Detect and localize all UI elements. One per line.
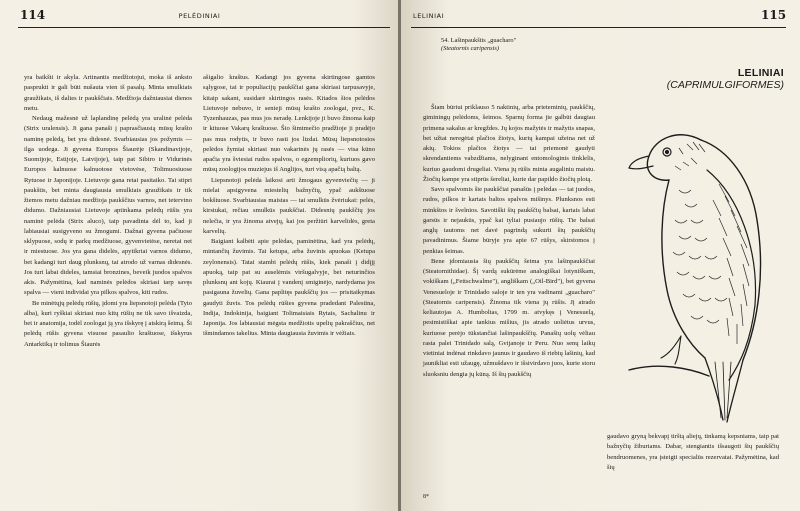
paragraph: Šiam būriui priklauso 5 naktinių, arba prieteminių, paukščių, giminingų pelėdoms, šeimos. Sparnų forma jie galbūt daugiau primena sakalus ar kregždes. Jų kojos mažytės ir mažytis snapas, bet užtat neregėtai plačios žiotys, kurių kampai užeina net už akių. Tokios plačios žiotys — tai priemonė gaudyti skrendantiems vabzdžiams, nelyginant entomologinis tinklelis, kuriuo gaudomi drugeliai. Viena jų rūšis minta augaliniu maistu. Žiočių kampe yra stiprūs šereliai, kurie dar papildo žiočių plotą.	[423, 104, 595, 183]
paragraph: Liepsnotoji pelėda laikosi arti žmogaus gyvenviečių — ji mielai apsigyvena miestelių bažnyčių, ypač aukštuose bokštuose. Svarbiausias maistas — tai smulkūs žvėriukai: pelės, kirstukai, rečiau smulkūs paukščiai. Didesnių paukščių jos nelečia, ir yra žinoma atvejų, kai jos peržiūri karvelidės, greta karvelių.	[203, 176, 375, 235]
caption-number: 54. Lašinpaukštis „guacharo"	[441, 37, 517, 44]
paragraph: Be minėtųjų pelėdų rūšių, įdomi yra liepsnotoji pelėda (Tyto alba), kuri ryškiai skiriasi nuo kitų rūšių ne tik savo išvaizda, bet ir anatomija, todėl zoologai ją yra išskyrę į atskirą šeimą. Ši pelėdų rūšis gyvena visuose pasaulio kraštuose, išskyrus Antarktiką ir tolimus Šiaurės	[24, 299, 192, 348]
section-title: LELINIAI	[737, 67, 784, 79]
caption-latin: (Steatornis caripensis)	[441, 45, 500, 52]
page-number-left: 114	[20, 8, 46, 22]
paragraph: gaudavo gryną bekvapį tirštą aliejų, tinkamą kepsniams, taip pat bažnyčių žiburiams. Dabar, stengiantis išsaugoti šių paukščių bendruomenes, yra įsteigti specialūs rezervatai. Pažymėtina, kad šių	[607, 433, 779, 471]
paragraph: Baigiant kalbėti apie pelėdas, paminėtina, kad yra pelėdų, mintančių žuvimis. Tai ketupa, arba žuvinis apuokas (Ketupa zeylonensis). Tatai stambi pelėdų rūšis, kiek panaši į didįjį apuoką, taip pat su auselėmis viršugalvyje, bet neturinčios plunksnų ant kojų. Kiaurai į vandenį smiginėjo, nardydama jos pasigauna žuvelių. Gana paplitęs paukščių jos — prisitaikymas gaudyti žuvis. Tos pelėdų rūšies gyvena pradedant Palestina, Indija, Indokinija, baigiant Tolimaisiais Rytais, Sachalinu ir Japonija. Jos labiausiai mėgsta medžiotis upelių pakraščius, net išmindamos takelius. Minta daugiausia žuvimis ir vėžiais.	[203, 238, 375, 338]
header-rule-left	[18, 27, 390, 28]
running-head-right: LELINIAI	[413, 12, 445, 20]
left-column-1	[24, 73, 192, 503]
right-column-1	[423, 103, 595, 498]
running-head-left: PELĖDINIAI	[178, 12, 221, 20]
printer-signature: 8*	[423, 494, 429, 500]
figure-caption	[441, 37, 641, 53]
header-rule-right	[411, 27, 786, 28]
section-heading	[621, 67, 784, 91]
left-column-2	[203, 73, 375, 503]
page-number-right: 115	[761, 8, 787, 22]
right-column-2-bottom	[607, 432, 779, 502]
right-page	[401, 0, 800, 511]
paragraph: ašigalio kraštus. Kadangi jos gyvena skirtingose gamtos sąlygose, tai ir populiacijų paukščiai gana skiriasi tarpusavyje, kitaip sakant, susidarė skirtingos rasės. Kitados šios pelėdos Lietuvoje nebuvo, ir senieji mūsų krašto zoologai, pvz., K. Tyzenhauzas, pas mus jos neradę. Lenkijoje ji buvo žinoma kaip ir kituose Vakarų kraštuose. Šio šimtmečio pradžioje ji pradėjo pas mus rodytis, ir buvo rasti jos lizdai. Mūsų liepsnotosios pelėdos žymiai skiriasi nuo vakarinės jų rasės — visa kūno apačia yra šviesiai rudos spalvos, o egzempliorių, kuriuos gavo mūsų zoologijos muziejus iš Anglijos, turi visą apačią baltą.	[203, 74, 375, 174]
oilbird-illustration	[609, 100, 784, 425]
paragraph: Savo spalvomis šie paukščiai panašūs į pelėdas — tai juodos, rudos, pilkos ir kartais baltos spalvos mišinys. Plunksnos esti minkštos ir švelnios. Savotiški šių paukščių balsai, kartais labai garsūs ir nejaukūs, ypač kai tyliai pusiaujo rūšių. Tie balsai anglų tautoms net davė pagrindą sukurti šių paukščių pavadinimus. Šiame būryje yra apie 67 rūšys, skirstomos į penkias šeimas.	[423, 186, 595, 255]
left-page	[0, 0, 399, 511]
oilbird-drawing-icon	[609, 100, 784, 425]
paragraph: Nedaug mažesnė už laplandinę pelėdą yra uralinė pelėda (Strix uralensis). Ji gana panaši į paprasčiausią mūsų krašto naminę pelėdą, bet yra didesnė. Svarbiausias jos požymis — ilga uodega. Ji gyvena Europos Šiaurėje (Skandinavijoje, Suomijoje, Estijoje, Latvijoje), taip pat Sibiro ir Vidurinės Europos kalnuose kalnuotose vietovėse, Tolimuosiuose Rytuose ir Japonijoje. Lietuvoje gana retai pasitaiko. Tai stipri paukštis, bet minta daugiausia smulkiais graužikais ir tik žiemos metu dažniau medžioja paukščius varnos, net tetervino didumo. Dažniausiai Lietuvoje aptinkama pelėdų rūšis yra naminė pelėda (Strix aluco), taip pavadinta dėl to, kad ji labiausiai susigyveno su žmogumi. Dažnai gyvena pačiuose sklypuose, sodų ir parkų medžiuose, gyvenvietėse, neretai net ir miestuose. Jos yra gana didelės, apytikriai varnos didumo, bet kadangi turi daug plunksnų, tai atrodo už varnas didesnės. Jos turi labai dideles, tamsiai bronzines, beveik juodos spalvos akis. Pažymėtina, kad naminės pelėdos skiriasi tarp savęs spalva — vieni individai yra pilkos spalvos, kiti rudos.	[24, 115, 192, 297]
section-subtitle: (CAPRIMULGIFORMES)	[666, 79, 784, 91]
paragraph: yra baikšti ir akyla. Artinantis medžiotojui, moka iš anksto pasprukti ir gali būti nušauta vien iš pasalų. Minta smulkiais graužikais, iš dalies ir paukščiais. Medžioja dažniausiai dienos metu.	[24, 74, 192, 112]
paragraph: Bene įdomiausia šių paukščių šeima yra lašinpaukščiai (Steatornithidae). Šį vardą sukūrėme analogiškai lotyniškam, vokiškam („Fettschwalme"), angliškam („Oil-Bird"), bet gyvena Venesueloje ir Trinidado saloje ir ten yra vadinami „guacharo" (Steatornis caripensis). Žinoma tik viena jų rūšis. Jį atrado keliautojas A. Humboltas, 1799 m. atvykęs į Venesuelą, pesimistiškai apie tankius mišius, jis atrado uoliėtus urvus, kuriuose perėjo tūkstančiai lašinpaukščių. Panašių uolų vėliau rasta palei Trinidado salą, Gvijanoje ir Peru. Nuo senų laikų vietiniai indėnai rinkdavo jaunus ir gaudavo iš riebių lašinių, kad jaunikliai esti užaugę, užmušdavo ir išsivirdavo juos, kurie storu sluoksniu dengia jų kūną. Iš šių paukščių	[423, 257, 595, 378]
